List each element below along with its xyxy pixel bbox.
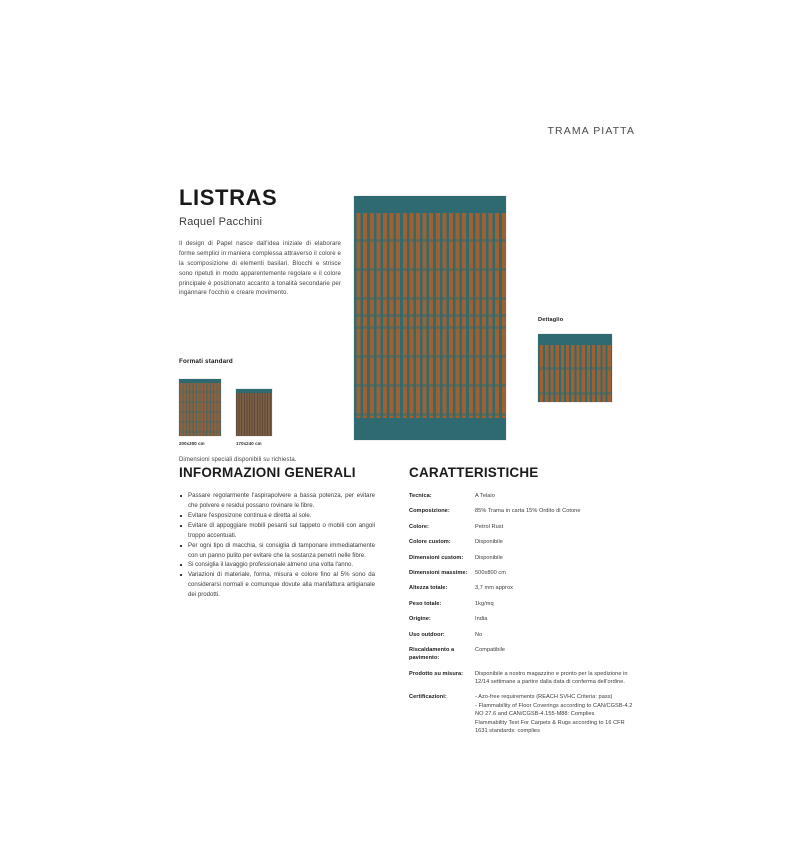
spec-value: India bbox=[475, 616, 488, 623]
format-swatch-large-caption: 200x300 cm bbox=[179, 441, 205, 446]
rug-bottom-border bbox=[354, 418, 506, 440]
swatch-top-border bbox=[236, 389, 272, 393]
general-info-item: Evitare di appoggiare mobili pesanti sul tappeto o mobili con angoli troppo accentuati. bbox=[179, 521, 375, 541]
spec-value: Disponibile a nostro magazzino e pronto per la spedizione in 12/14 settimane a partire dalla data di conferma dell'ordine. bbox=[475, 670, 628, 686]
detail-top-border bbox=[538, 334, 612, 345]
detail-section bbox=[538, 317, 612, 402]
spec-value: 85% Trama in carta 15% Ordito di Cotone bbox=[475, 508, 581, 515]
spec-value: 3,7 mm approx bbox=[475, 585, 513, 592]
table-row bbox=[409, 600, 635, 615]
spec-value-line: Flammability Test For Carpets & Rugs according to 16 CFR 1631 standards: complies bbox=[475, 719, 625, 735]
characteristics-table-body bbox=[409, 492, 635, 742]
spec-value bbox=[475, 693, 635, 742]
standard-formats-section bbox=[179, 358, 349, 463]
spec-label: Peso totale: bbox=[409, 600, 442, 607]
spec-label: Dimensioni massime: bbox=[409, 569, 468, 576]
format-swatch-row bbox=[179, 379, 349, 446]
spec-value: 1kg/mq bbox=[475, 600, 494, 607]
format-swatch-large bbox=[179, 379, 221, 446]
table-row bbox=[409, 584, 635, 599]
characteristics-heading: CARATTERISTICHE bbox=[409, 465, 539, 480]
format-swatch-large-image bbox=[179, 379, 221, 436]
spec-label: Riscaldamento a pavimento: bbox=[409, 646, 455, 662]
product-main-image bbox=[354, 196, 506, 440]
detail-block-pattern bbox=[538, 345, 612, 402]
spec-value: Compatibile bbox=[475, 646, 506, 653]
general-info-item: Evitare l'esposizone continua e diretta al sole. bbox=[179, 511, 375, 521]
format-swatch-small bbox=[236, 389, 272, 446]
rug-mid-band bbox=[354, 314, 506, 317]
table-row bbox=[409, 693, 635, 742]
table-row bbox=[409, 569, 635, 584]
general-info-heading: INFORMAZIONI GENERALI bbox=[179, 465, 356, 480]
swatch-block-pattern bbox=[179, 383, 221, 436]
general-info-item: Si consiglia il lavaggio professionale almeno una volta l'anno. bbox=[179, 560, 375, 570]
general-info-section bbox=[179, 465, 375, 600]
spec-label: Altezza totale: bbox=[409, 585, 448, 592]
spec-label: Prodotto su misura: bbox=[409, 670, 464, 677]
spec-label: Origine: bbox=[409, 616, 431, 623]
table-row bbox=[409, 492, 635, 507]
detail-title: Dettaglio bbox=[538, 317, 564, 323]
characteristics-section bbox=[409, 465, 635, 742]
table-row bbox=[409, 554, 635, 569]
table-row bbox=[409, 507, 635, 522]
spec-value: Disponibile bbox=[475, 554, 503, 561]
swatch-stripe-pattern bbox=[236, 389, 272, 436]
characteristics-table bbox=[409, 492, 635, 742]
designer-name: Raquel Pacchini bbox=[179, 216, 263, 229]
general-info-item: Variazioni di materiale, forma, misura e colore fino al 5% sono da considerarsi normali e comunque dovute alla manifattura artigianale dei prodotti. bbox=[179, 570, 375, 600]
product-intro bbox=[179, 186, 341, 298]
page-header-category: TRAMA PIATTA bbox=[547, 125, 635, 137]
page-title: LISTRAS bbox=[179, 185, 278, 210]
table-row bbox=[409, 615, 635, 630]
table-row bbox=[409, 538, 635, 553]
spec-value: Disponibile bbox=[475, 539, 503, 546]
rug-top-border bbox=[354, 196, 506, 213]
table-row bbox=[409, 670, 635, 694]
spec-value: Petrol Rust bbox=[475, 523, 504, 530]
standard-formats-title: Formati standard bbox=[179, 358, 233, 365]
spec-value-line: - Flammability of Floor Coverings according to CAN/CGSB-4.2 NO 27.6 and CAN/CGSB-4.155-M88: Complies bbox=[475, 702, 633, 718]
swatch-top-border bbox=[179, 379, 221, 383]
spec-value: No bbox=[475, 631, 483, 638]
spec-value-line: - Azo-free requirements (REACH SVHC Criteria: pass) bbox=[475, 694, 613, 701]
table-row bbox=[409, 646, 635, 670]
spec-label: Certificazioni: bbox=[409, 694, 447, 701]
special-sizes-note: Dimensioni speciali disponibili su richiesta. bbox=[179, 457, 297, 463]
spec-label: Dimensioni custom: bbox=[409, 554, 464, 561]
spec-value: A Telaio bbox=[475, 493, 495, 499]
spec-label: Colore custom: bbox=[409, 539, 451, 546]
general-info-item: Per ogni tipo di macchia, si consiglia di tamponare immediatamente con un panno pulito per evitare che la sostanza penetri nelle fibre. bbox=[179, 541, 375, 561]
format-swatch-small-image bbox=[236, 389, 272, 436]
detail-image bbox=[538, 334, 612, 402]
format-swatch-small-caption: 170x240 cm bbox=[236, 441, 262, 446]
table-row bbox=[409, 523, 635, 538]
table-row bbox=[409, 631, 635, 646]
general-info-item: Passare regolarmente l'aspirapolvere a bassa potenza, per evitare che polvere e residui possano rovinare le fibre. bbox=[179, 491, 375, 511]
spec-label: Colore: bbox=[409, 523, 429, 530]
spec-label: Tecnica: bbox=[409, 493, 432, 499]
spec-label: Composizione: bbox=[409, 508, 450, 515]
general-info-list bbox=[179, 491, 375, 600]
spec-label: Uso outdoor: bbox=[409, 631, 445, 638]
product-description: Il design di Papel nasce dall'idea iniziale di elaborare forme semplici in maniera complessa attraverso il colore e la scomposizione di elementi basilari. Blocchi e strisce sono ripetuti in modo apparentemente regolare e il colore principale è posizionato accanto a tonalità secondarie per ingannare l'occhio e creare movimento. bbox=[179, 240, 341, 297]
spec-value: 500x800 cm bbox=[475, 569, 506, 576]
